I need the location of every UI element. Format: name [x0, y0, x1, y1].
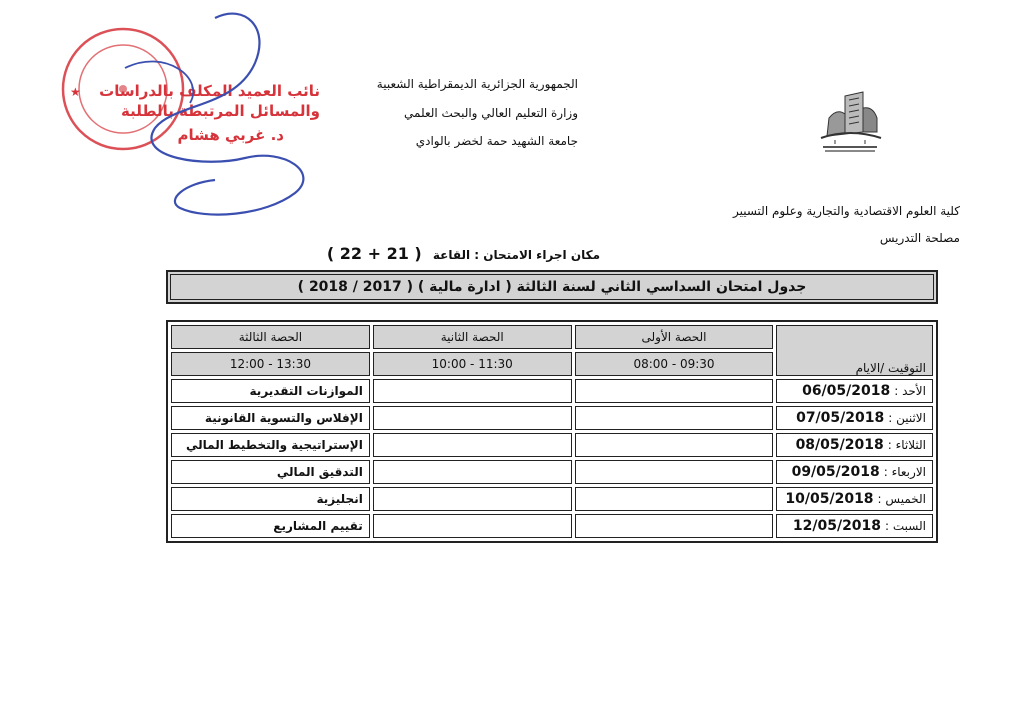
session-3-cell: التدقيق المالي — [171, 460, 370, 484]
session-2-cell — [373, 460, 572, 484]
schedule-title: جدول امتحان السداسي الثاني لسنة الثالثة ( ادارة مالية ) ( 2017 / 2018 ) — [297, 279, 807, 295]
session-2-cell — [373, 487, 572, 511]
session-2-cell — [373, 379, 572, 403]
session-2-cell — [373, 406, 572, 430]
exam-location-label: مكان اجراء الامتحان : القاعة — [432, 248, 600, 262]
university-line: جامعة الشهيد حمة لخضر بالوادي — [415, 134, 578, 148]
exam-location-rooms: ( 21 + 22 ) — [326, 244, 422, 263]
session-1-cell — [575, 487, 774, 511]
stamp-title-line1: نائب العميد المكلف بالدراسات — [99, 82, 320, 100]
table-row — [171, 379, 933, 403]
session-3-time: 12:00 - 13:30 — [171, 352, 370, 376]
stamp-name: د. غربي هشام — [177, 126, 284, 144]
day-cell: الاثنين :07/05/2018 — [776, 406, 933, 430]
session-1-time: 08:00 - 09:30 — [575, 352, 774, 376]
exam-location — [327, 244, 600, 263]
day-cell: السبت :12/05/2018 — [776, 514, 933, 538]
stamp-title-line2: والمسائل المرتبطة بالطلبة — [121, 102, 320, 120]
day-cell: الاربعاء :09/05/2018 — [776, 460, 933, 484]
session-1-cell — [575, 460, 774, 484]
svg-text:★: ★ — [70, 85, 81, 99]
session-3-cell: الإستراتيجية والتخطيط المالي — [171, 433, 370, 457]
session-2-header: الحصة الثانية — [373, 325, 572, 349]
signature — [95, 8, 325, 223]
table-row — [171, 487, 933, 511]
day-cell: الأحد :06/05/2018 — [776, 379, 933, 403]
table-row — [171, 514, 933, 538]
session-1-cell — [575, 514, 774, 538]
table-row — [171, 433, 933, 457]
faculty-line: كلية العلوم الاقتصادية والتجارية وعلوم التسيير — [732, 204, 960, 218]
session-3-header: الحصة الثالثة — [171, 325, 370, 349]
schedule-table — [166, 320, 938, 543]
session-3-cell: الموازنات التقديرية — [171, 379, 370, 403]
session-3-cell: الإفلاس والتسوية القانونية — [171, 406, 370, 430]
session-1-header: الحصة الأولى — [575, 325, 774, 349]
session-2-cell — [373, 433, 572, 457]
table-row — [171, 406, 933, 430]
day-cell: الثلاثاء :08/05/2018 — [776, 433, 933, 457]
session-3-cell: تقييم المشاريع — [171, 514, 370, 538]
schedule-title-bar — [166, 270, 938, 304]
ministry-line: وزارة التعليم العالي والبحث العلمي — [404, 106, 578, 120]
university-logo — [815, 88, 885, 154]
session-1-cell — [575, 406, 774, 430]
department-line: مصلحة التدريس — [879, 231, 960, 245]
day-cell: الخميس :10/05/2018 — [776, 487, 933, 511]
session-1-cell — [575, 379, 774, 403]
session-1-cell — [575, 433, 774, 457]
republic-line: الجمهورية الجزائرية الديمقراطية الشعبية — [376, 77, 578, 91]
corner-header: التوقيت /الايام — [776, 325, 933, 376]
session-2-cell — [373, 514, 572, 538]
session-3-cell: انجليزية — [171, 487, 370, 511]
session-2-time: 10:00 - 11:30 — [373, 352, 572, 376]
table-row — [171, 460, 933, 484]
